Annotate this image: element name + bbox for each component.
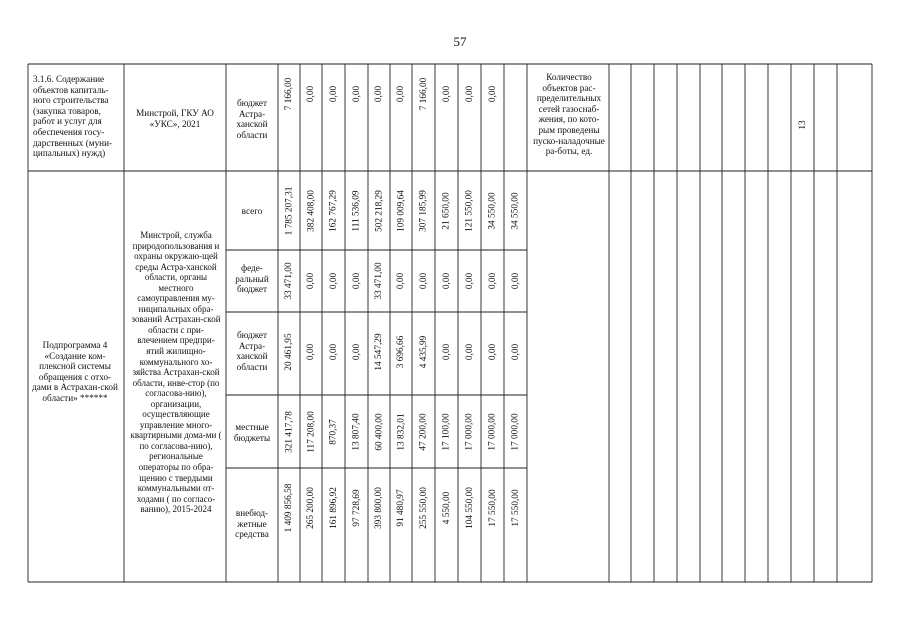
- row2-value: 382 408,00: [306, 189, 316, 232]
- row2-value: 393 800,00: [374, 487, 384, 529]
- row2-source-2: бюджет Астра-ханской области: [236, 330, 268, 372]
- row2-value: 34 550,00: [487, 191, 498, 230]
- row2-source-1: феде-ральный бюджет: [235, 263, 269, 295]
- row2-value: 0,00: [351, 272, 362, 290]
- row2-value: 47 200,00: [418, 412, 429, 451]
- row2-value: 870,37: [328, 418, 339, 445]
- page-number: 57: [453, 34, 467, 49]
- row2-value: 14 547,29: [374, 333, 384, 371]
- row2-value: 307 185,99: [418, 189, 429, 232]
- row2-value: 17 550,00: [510, 489, 521, 527]
- row2-source-0: всего: [241, 206, 263, 216]
- row2-source-3: местные бюджеты: [233, 422, 271, 443]
- row2-value: 0,00: [464, 343, 475, 361]
- row2-value: 0,00: [487, 272, 498, 290]
- row2-value: 3 696,66: [396, 335, 406, 369]
- row2-value: 60 400,00: [374, 412, 384, 451]
- row2-value: 13 807,40: [351, 412, 362, 451]
- row2-value: 33 471,00: [374, 262, 384, 300]
- row1-value: 0,00: [351, 85, 362, 103]
- row1-value: 0,00: [328, 85, 339, 103]
- row1-value: 0,00: [374, 85, 384, 103]
- row2-executor: Минстрой, служба природопользования и охраны окружаю-щей среды Астра-ханской области, органы местного самоуправления му-ниципальных обра-зований Астрахан-ской области с при-влечением предпри-ятий жилищно-коммунального хо-зяйства Астрахан-ской области, инве-стор (по согласова-нию), организации, осуществляющие управление много-квартирными дома-ми ( по согласова-нию), региональные операторы по обра-щению с твердыми коммунальными от-ходами ( по согласо-ванию), 2015-2024: [130, 230, 222, 515]
- row2-value: 104 550,00: [464, 487, 475, 529]
- row2-value: 0,00: [510, 272, 521, 290]
- row1-value: 0,00: [487, 85, 498, 103]
- row2-value: 17 000,00: [464, 412, 475, 451]
- row2-value: 17 000,00: [510, 412, 521, 451]
- row2-value: 121 550,00: [464, 189, 475, 232]
- row1-value: 0,00: [306, 85, 316, 103]
- row2-value: 0,00: [487, 343, 498, 361]
- row2-value: 1 409 856,58: [284, 483, 294, 533]
- row2-value: 109 009,64: [396, 189, 406, 232]
- row2-value: 265 200,00: [306, 487, 316, 529]
- row2-value: 21 650,00: [441, 191, 452, 230]
- row2-value: 4 435,99: [418, 335, 429, 369]
- row1-target-value: 13: [797, 120, 808, 130]
- row2-value: 0,00: [328, 343, 339, 361]
- row2-value: 0,00: [441, 272, 452, 290]
- row2-value: 20 461,95: [284, 333, 294, 371]
- row1-executor: Минстрой, ГКУ АО «УКС», 2021: [136, 108, 214, 129]
- row2-value: 502 218,29: [374, 189, 384, 232]
- row2-value: 117 208,00: [306, 410, 316, 453]
- row2-value: 1 785 207,31: [284, 186, 294, 235]
- row2-value: 162 767,29: [328, 189, 339, 232]
- row2-source-4: внебюд-жетные средства: [235, 508, 269, 540]
- row2-value: 0,00: [351, 343, 362, 361]
- row2-value: 0,00: [328, 272, 339, 290]
- row2-value: 0,00: [464, 272, 475, 290]
- row1-indicator: Количество объектов рас-пределительных сетей газоснаб-жения, по кото-рым проведены пуско-наладочные ра-боты, ед.: [533, 72, 605, 157]
- row2-value: 0,00: [441, 343, 452, 361]
- row2-value: 91 480,97: [396, 489, 406, 527]
- row2-value: 0,00: [306, 272, 316, 290]
- row2-value: 161 896,92: [328, 487, 339, 529]
- row2-value: 0,00: [306, 343, 316, 361]
- row1-name: 3.1.6. Содержание объектов капиталь-ного строительства (закупка товаров, работ и услуг для обеспечения госу-дарственных (муни-ципальных) нужд): [33, 74, 113, 159]
- row2-value: 13 832,01: [396, 412, 406, 451]
- row2-value: 34 550,00: [510, 191, 521, 230]
- row1-value: 7 166,00: [418, 77, 429, 111]
- row1-value: 0,00: [396, 85, 406, 103]
- row2-name: Подпрограмма 4 «Создание ком-плексной системы обращения с отхо-дами в Астрахан-ской области» ******: [32, 340, 118, 403]
- row2-value: 111 536,09: [351, 189, 362, 232]
- row2-value: 33 471,00: [284, 262, 294, 300]
- row2-value: 0,00: [418, 272, 429, 290]
- row2-value: 321 417,78: [284, 410, 294, 453]
- row2-value: 4 550,00: [441, 491, 452, 525]
- row1-value: 0,00: [464, 85, 475, 103]
- row2-value: 17 100,00: [441, 412, 452, 451]
- row2-value: 255 550,00: [418, 487, 429, 529]
- row2-value: 97 728,69: [351, 489, 362, 527]
- row2-value: 0,00: [396, 272, 406, 290]
- row1-value: 0,00: [441, 85, 452, 103]
- row2-value: 0,00: [510, 343, 521, 361]
- row1-source: бюджет Астра-ханской области: [236, 98, 268, 140]
- row1-value: 7 166,00: [284, 77, 294, 111]
- row2-value: 17 000,00: [487, 412, 498, 451]
- row2-value: 17 550,00: [487, 489, 498, 527]
